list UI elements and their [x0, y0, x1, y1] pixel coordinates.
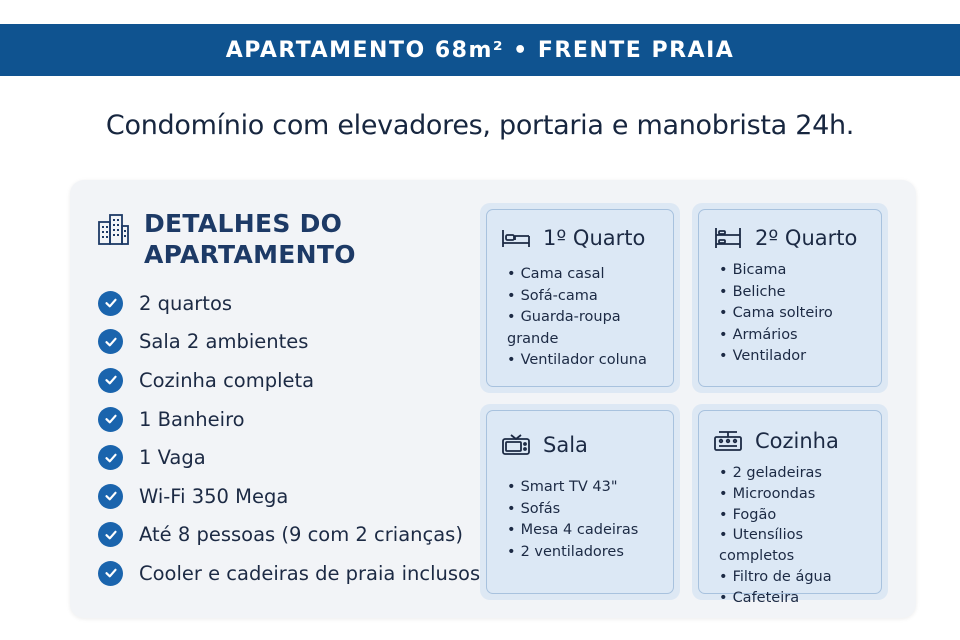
list-item-label: Fogão — [732, 506, 777, 523]
building-icon — [96, 212, 130, 246]
list-item-label: Ventilador coluna — [520, 352, 647, 368]
check-icon — [98, 407, 123, 432]
check-icon — [98, 329, 123, 354]
list-item — [98, 361, 480, 400]
list-item-label: Bicama — [732, 262, 787, 278]
list-item: • 2 ventiladores — [507, 543, 624, 560]
list-item-label: Smart TV 43" — [520, 479, 618, 495]
check-icon — [98, 484, 123, 509]
list-item-label: Cafeteira — [732, 589, 800, 606]
list-item-label: Sala 2 ambientes — [139, 330, 309, 354]
card-title: Cozinha — [755, 429, 839, 453]
room-card-quarto-2 — [692, 203, 888, 393]
details-list — [98, 284, 480, 593]
list-item — [98, 477, 480, 516]
list-item-label: 1 Banheiro — [139, 407, 245, 431]
list-item: • Bicama — [719, 262, 787, 278]
list-item: • Cama casal — [507, 266, 605, 282]
list-item-label: Filtro de água — [732, 568, 832, 585]
room-card-quarto-1 — [480, 203, 680, 393]
list-item-label: Cooler e cadeiras de praia inclusos — [139, 561, 481, 585]
top-banner — [0, 24, 960, 76]
list-item — [98, 323, 480, 362]
list-item-label: Sofás — [520, 500, 561, 517]
check-icon — [98, 561, 123, 586]
room-card-cozinha — [692, 404, 888, 606]
list-item-label: Microondas — [732, 485, 816, 502]
list-item: • Ventilador — [719, 348, 807, 364]
list-item-label: Cama solteiro — [732, 305, 833, 321]
list-item-label: Cozinha completa — [139, 368, 315, 392]
list-item-label: Mesa 4 cadeiras — [520, 522, 639, 538]
list-item: • Sofá-cama — [507, 287, 598, 304]
list-item: • Microondas — [719, 485, 816, 502]
banner-text: APARTAMENTO 68m² • FRENTE PRAIA — [225, 37, 735, 63]
list-item-label: Até 8 pessoas (9 com 2 crianças) — [139, 523, 463, 547]
stove-icon — [713, 429, 743, 453]
tv-icon — [501, 433, 531, 457]
list-item-label: Guarda-roupa grande — [507, 309, 621, 347]
card-title: 2º Quarto — [755, 226, 858, 250]
list-item — [98, 438, 480, 477]
list-item — [98, 284, 480, 323]
check-icon — [98, 368, 123, 393]
bunk-bed-icon — [713, 226, 743, 250]
list-item: • Ventilador coluna — [507, 352, 647, 368]
list-item — [98, 400, 480, 439]
list-item: • Beliche — [719, 283, 786, 300]
list-item: • Guarda-roupa grande — [507, 309, 621, 347]
headline: Condomínio com elevadores, portaria e manobrista 24h. — [105, 110, 855, 141]
list-item-label: Ventilador — [732, 348, 807, 364]
list-item-label: 2 ventiladores — [520, 543, 624, 560]
room-card-sala — [480, 404, 680, 600]
details-title: DETALHES DO APARTAMENTO — [144, 209, 356, 269]
list-item: • Utensílios completos — [719, 527, 804, 565]
list-item: • Fogão — [719, 506, 777, 523]
list-item-label: Sofá-cama — [520, 287, 598, 304]
list-item — [98, 516, 480, 555]
bed-icon — [501, 226, 531, 250]
list-item: • Cafeteira — [719, 589, 800, 606]
list-item-label: 1 Vaga — [139, 446, 206, 470]
list-item-label: Utensílios completos — [719, 527, 804, 565]
list-item: • Filtro de água — [719, 568, 832, 585]
card-title: Sala — [543, 433, 588, 457]
list-item: • Mesa 4 cadeiras — [507, 522, 639, 538]
list-item: • Armários — [719, 326, 798, 343]
list-item-label: 2 geladeiras — [732, 465, 822, 481]
list-item-label: Cama casal — [520, 266, 605, 282]
list-item-label: Wi-Fi 350 Mega — [139, 484, 289, 508]
list-item: • 2 geladeiras — [719, 465, 822, 481]
list-item-label: Beliche — [732, 283, 786, 300]
list-item-label: 2 quartos — [139, 291, 233, 315]
list-item: • Smart TV 43" — [507, 479, 618, 495]
list-item: • Sofás — [507, 500, 561, 517]
details-header — [96, 208, 404, 270]
list-item-label: Armários — [732, 326, 798, 343]
check-icon — [98, 445, 123, 470]
list-item: • Cama solteiro — [719, 305, 833, 321]
card-title: 1º Quarto — [543, 226, 646, 250]
check-icon — [98, 291, 123, 316]
check-icon — [98, 522, 123, 547]
list-item — [98, 554, 480, 593]
